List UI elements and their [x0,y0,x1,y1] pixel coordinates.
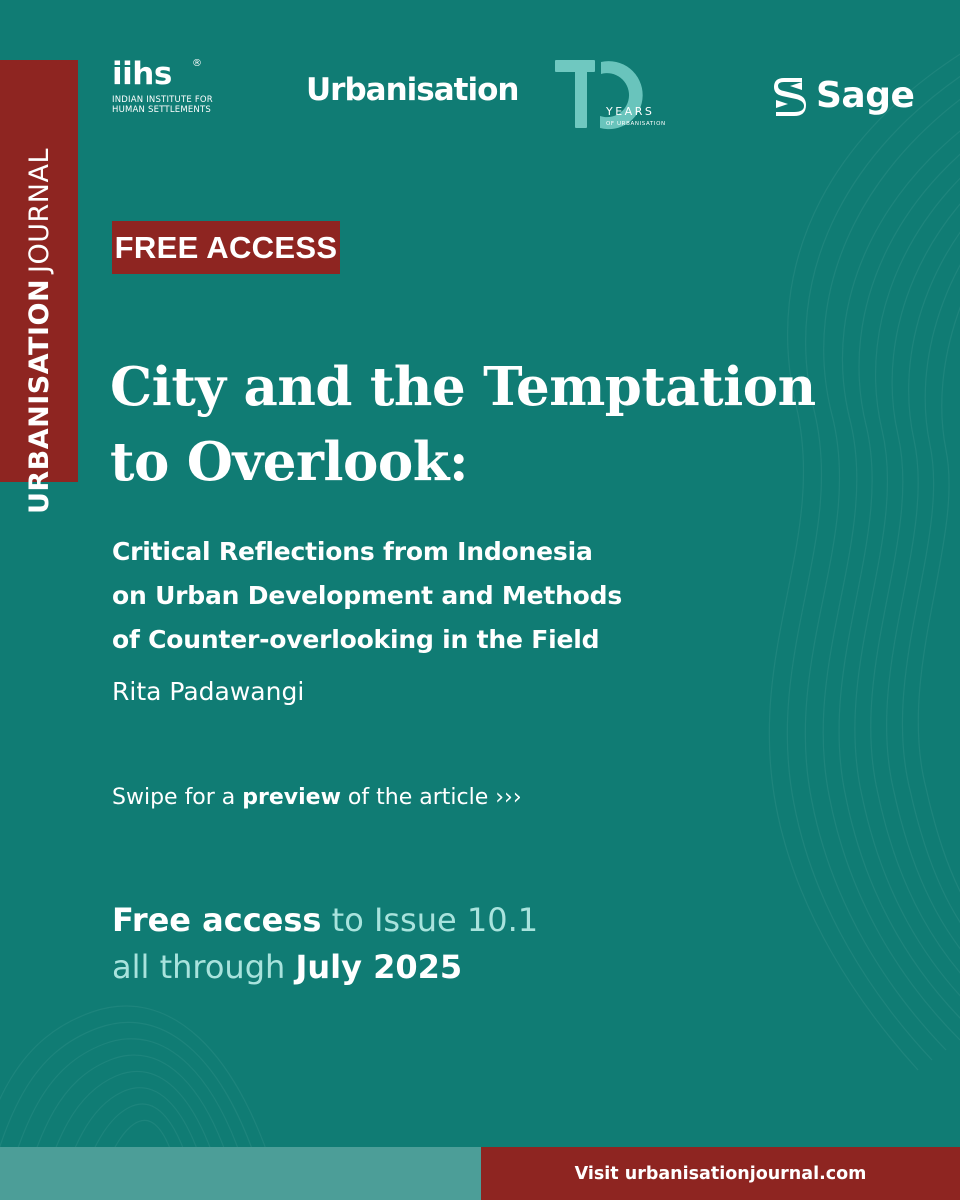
swipe-text-bold: preview [242,785,341,810]
iihs-subtitle-line2: HUMAN SETTLEMENTS [112,105,211,115]
swipe-prompt [112,778,522,818]
footer-band-left [0,1147,481,1200]
registered-mark: ® [192,58,202,69]
free-access-info [112,897,872,991]
website-link[interactable]: Visit urbanisationjournal.com [481,1147,960,1200]
urbanisation-wordmark: Urbanisation [306,72,519,108]
years-sublabel: OF URBANISATION [606,121,666,127]
access-bold-2: July 2025 [295,948,463,986]
access-light-1: to Issue 10.1 [321,901,539,939]
subtitle-line1: Critical Reflections from Indonesia [112,537,593,566]
free-access-badge: FREE ACCESS [112,221,340,274]
subtitle-line3: of Counter-overlooking in the Field [112,625,600,654]
access-bold-1: Free access [112,901,322,939]
title-line2: to Overlook: [110,431,469,493]
author-name: Rita Padawangi [112,677,305,706]
iihs-logo [112,58,222,138]
journal-side-tab [0,60,78,515]
iihs-mark: iihs [112,56,172,92]
title-line1: City and the Temptation [110,356,816,418]
sage-wordmark: Sage [816,74,915,116]
subtitle-line2: on Urban Development and Methods [112,581,623,610]
swipe-text-before: Swipe for a [112,785,243,810]
journal-name-vertical [0,120,78,542]
iihs-subtitle-line1: INDIAN INSTITUTE FOR [112,95,213,105]
sage-logo [772,70,914,120]
journal-name-bold: URBANISATION [23,278,55,515]
article-title [110,350,910,500]
sage-s-icon [772,72,806,118]
access-light-2: all through [112,948,296,986]
article-subtitle [112,530,872,662]
journal-name-light: JOURNAL [23,147,55,273]
swipe-text-after: of the article ››› [340,785,522,810]
years-label: YEARS [606,105,655,118]
